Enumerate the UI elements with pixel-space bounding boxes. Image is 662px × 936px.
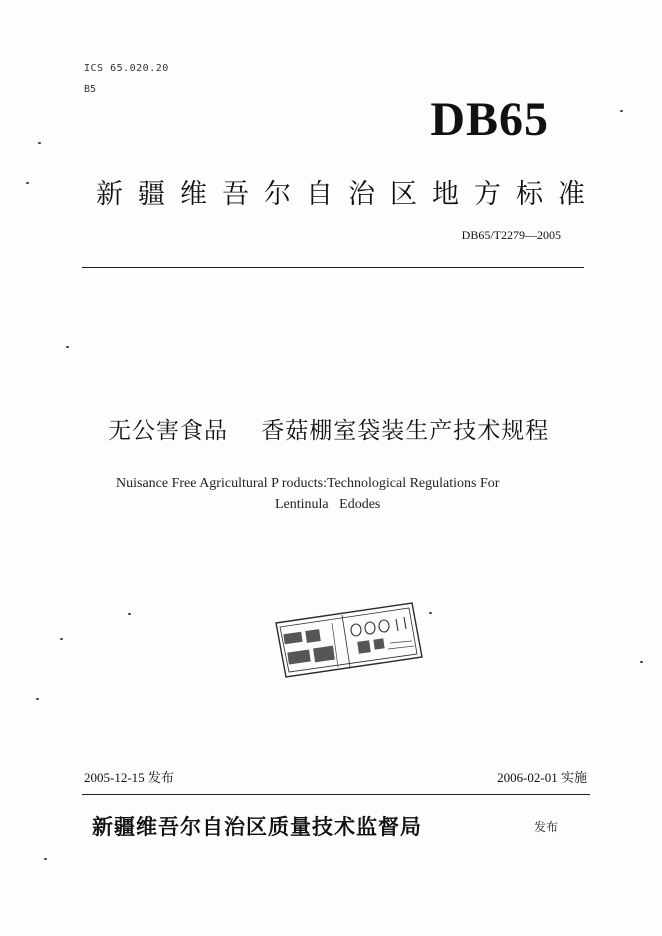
standard-type-heading: 新疆维吾尔自治区地方标准 xyxy=(96,179,600,210)
bottom-divider xyxy=(82,794,590,795)
scan-speck xyxy=(44,858,47,860)
scan-speck xyxy=(26,182,29,184)
title-english-line2: Lentinula Edodes xyxy=(275,497,381,512)
library-stamp xyxy=(272,597,432,681)
implementation-date: 2006-02-01 实施 xyxy=(497,770,587,785)
issuing-authority: 新疆维吾尔自治区质量技术监督局 xyxy=(92,815,422,839)
scan-speck xyxy=(128,613,131,615)
scan-speck xyxy=(38,142,41,144)
scan-speck xyxy=(36,698,39,700)
top-divider xyxy=(82,267,584,268)
standard-code-logo: DB65 xyxy=(430,93,549,146)
scan-speck xyxy=(620,110,623,112)
title-english-line1: Nuisance Free Agricultural P roducts:Technological Regulations For xyxy=(116,476,500,491)
classification-code: B5 xyxy=(84,84,97,95)
scan-speck xyxy=(429,612,432,614)
issue-date: 2005-12-15 发布 xyxy=(84,770,174,785)
ics-code: ICS 65.020.20 xyxy=(84,63,169,74)
scan-speck xyxy=(66,346,69,348)
standard-number: DB65/T2279—2005 xyxy=(461,228,561,242)
scan-speck xyxy=(640,661,643,663)
issuer-suffix: 发布 xyxy=(534,820,559,834)
title-chinese: 无公害食品 香菇棚室袋装生产技术规程 xyxy=(108,418,550,444)
scan-speck xyxy=(60,638,63,640)
